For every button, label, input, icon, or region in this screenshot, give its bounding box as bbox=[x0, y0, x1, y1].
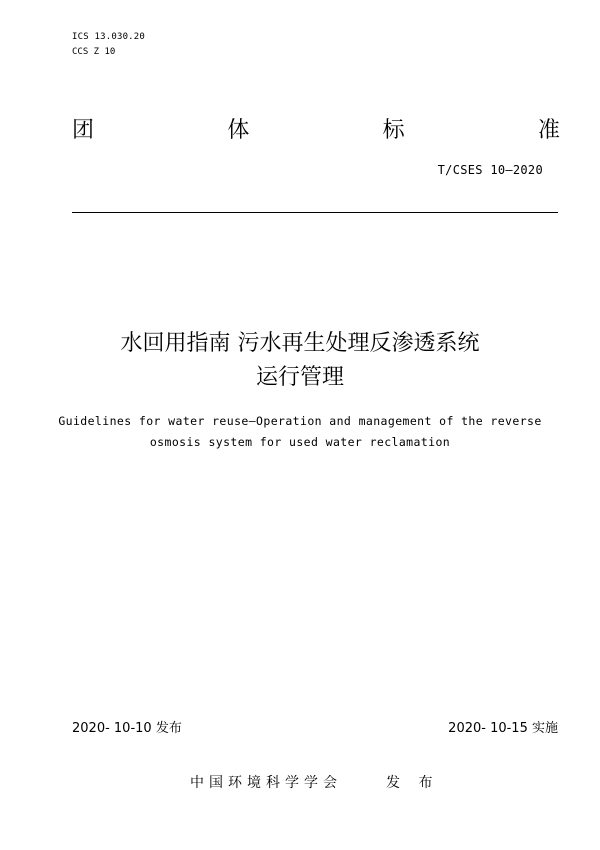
standard-code: T/CSES 10—2020 bbox=[437, 163, 543, 177]
standard-type-char: 体 bbox=[227, 118, 250, 143]
publish-label: 发 布 bbox=[386, 775, 440, 791]
title-chinese-line-1: 水回用指南 污水再生处理反渗透系统 bbox=[120, 331, 480, 356]
header-divider bbox=[72, 212, 558, 213]
title-english-line-2: osmosis system for used water reclamation bbox=[149, 435, 451, 449]
title-chinese-line-2: 运行管理 bbox=[255, 365, 344, 390]
ics-code: ICS 13.030.20 bbox=[72, 32, 146, 42]
title-english-line-1: Guidelines for water reuse—Operation and management of the reverse bbox=[58, 414, 542, 428]
publisher-name: 中国环境科学学会 bbox=[190, 775, 342, 791]
publish-date: 2020- 10-10 发布 bbox=[72, 721, 182, 736]
implement-date: 2020- 10-15 实施 bbox=[448, 721, 558, 736]
standard-type-char: 标 bbox=[382, 118, 405, 143]
standard-type-char: 团 bbox=[72, 118, 95, 143]
standard-type-char: 准 bbox=[537, 118, 560, 143]
standard-type-heading bbox=[72, 117, 560, 145]
ccs-code: CCS Z 10 bbox=[72, 47, 116, 57]
